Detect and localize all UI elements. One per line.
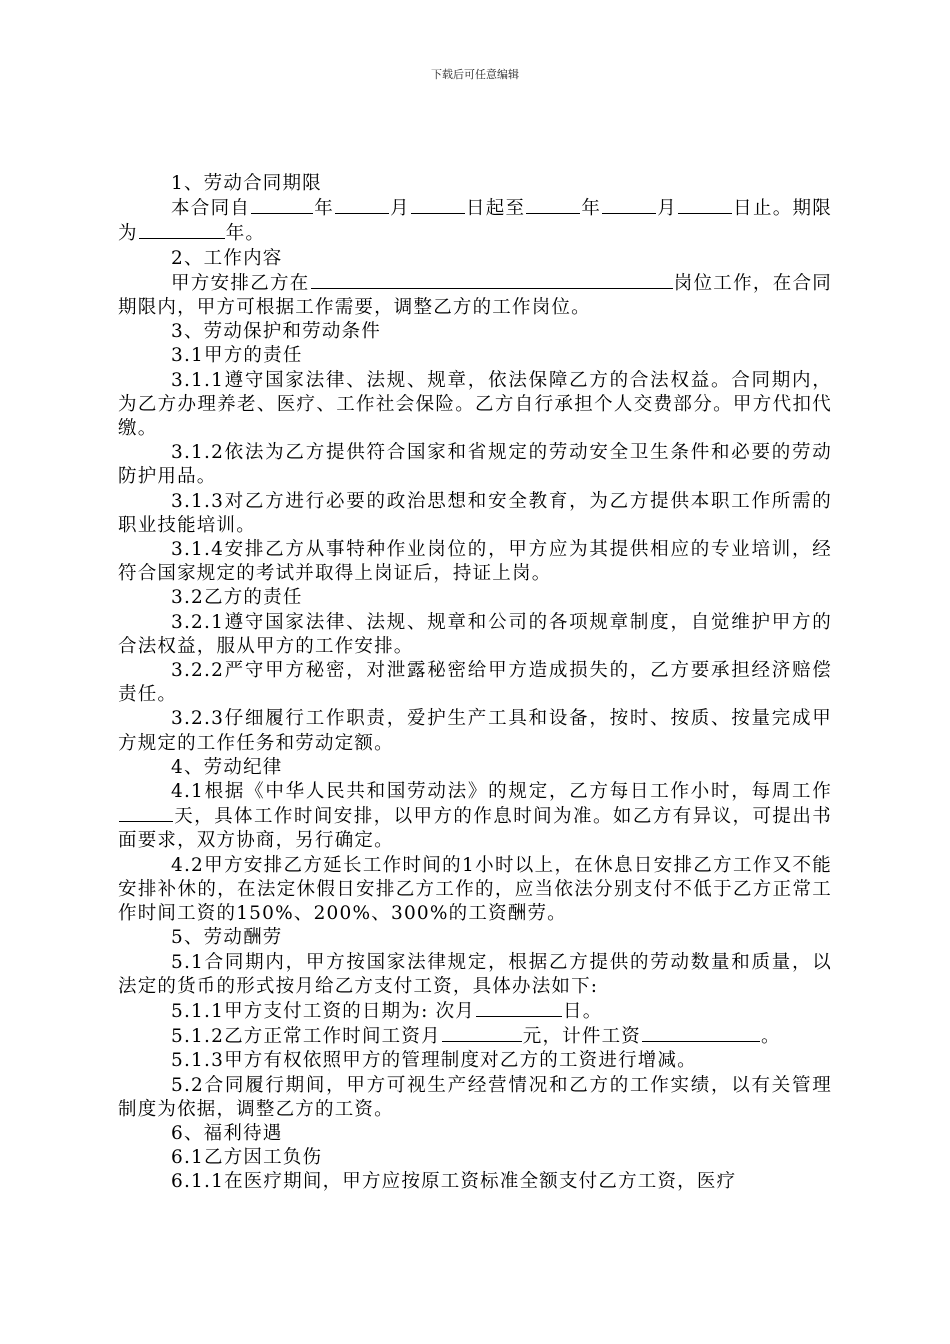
- pay-day-blank[interactable]: [476, 999, 562, 1017]
- end-year-blank[interactable]: [526, 196, 580, 214]
- monthly-wage-blank[interactable]: [442, 1024, 522, 1042]
- clause-6-1-title: 6.1乙方因工负伤: [171, 1147, 323, 1169]
- clause-4-1: 4.1根据《中华人民共和国劳动法》的规定，乙方每日工作小时，每周工作天，具体工作时间安排，以甲方的作息时间为准。如乙方有异议，可提出书面要求，双方协商，另行确定。: [118, 781, 832, 852]
- term-years-blank[interactable]: [139, 221, 225, 239]
- clause-5-1-3: 5.1.3甲方有权依照甲方的管理制度对乙方的工资进行增减。: [171, 1050, 697, 1072]
- clause-3-2-1: 3.2.1遵守国家法律、法规、规章和公司的各项规章制度，自觉维护甲方的合法权益，服从甲方的工作安排。: [118, 611, 832, 657]
- clause-3-2-3: 3.2.3仔细履行工作职责，爱护生产工具和设备，按时、按质、按量完成甲方规定的工作任务和劳动定额。: [118, 708, 832, 754]
- work-content-paragraph: 甲方安排乙方在 岗位工作，在合同期限内，甲方可根据工作需要，调整乙方的工作岗位。: [118, 272, 832, 319]
- end-day-blank[interactable]: [678, 196, 732, 214]
- clause-5-2: 5.2合同履行期间，甲方可视生产经营情况和乙方的工作实绩，以有关管理制度为依据，调整乙方的工资。: [118, 1074, 832, 1120]
- start-year-blank[interactable]: [251, 196, 313, 214]
- start-month-blank[interactable]: [335, 196, 389, 214]
- section-3-title: 3、劳动保护和劳动条件: [171, 321, 381, 343]
- piece-wage-blank[interactable]: [642, 1024, 760, 1042]
- work-days-blank[interactable]: [119, 804, 173, 822]
- clause-6-1-1: 6.1.1在医疗期间，甲方应按原工资标准全额支付乙方工资，医疗: [171, 1171, 737, 1193]
- section-4-title: 4、劳动纪律: [171, 756, 283, 778]
- page-header: 下载后可任意编辑: [431, 68, 519, 81]
- position-blank[interactable]: [311, 271, 673, 289]
- section-1-title: 1、劳动合同期限: [171, 173, 322, 194]
- clause-5-1: 5.1合同期内，甲方按国家法律规定，根据乙方提供的劳动数量和质量，以法定的货币的形式按月给乙方支付工资，具体办法如下:: [118, 951, 832, 997]
- clause-3-1-3: 3.1.3对乙方进行必要的政治思想和安全教育，为乙方提供本职工作所需的职业技能培训。: [118, 490, 832, 536]
- clause-3-2-title: 3.2乙方的责任: [171, 587, 303, 609]
- section-6-title: 6、福利待遇: [171, 1122, 283, 1144]
- clause-3-1-title: 3.1甲方的责任: [171, 345, 303, 367]
- clause-3-2-2: 3.2.2严守甲方秘密，对泄露秘密给甲方造成损失的，乙方要承担经济赔偿责任。: [118, 660, 832, 706]
- clause-4-2: 4.2甲方安排乙方延长工作时间的1小时以上，在休息日安排乙方工作又不能安排补休的，在法定休假日安排乙方工作的，应当依法分别支付不低于乙方正常工作时间工资的150%、200%、300%的工资酬劳。: [118, 854, 832, 925]
- clause-3-1-1: 3.1.1遵守国家法律、法规、规章，依法保障乙方的合法权益。合同期内，为乙方办理养老、医疗、工作社会保险。乙方自行承担个人交费部分。甲方代扣代缴。: [118, 369, 832, 440]
- clause-5-1-1: 5.1.1甲方支付工资的日期为: 次月 日。: [171, 1000, 603, 1022]
- contract-term-line: 本合同自 年 月 日起至 年 月 日止。期限为 年。: [118, 198, 832, 245]
- contract-body: [118, 172, 832, 1195]
- clause-3-1-4: 3.1.4安排乙方从事特种作业岗位的，甲方应为其提供相应的专业培训，经符合国家规定的考试并取得上岗证后，持证上岗。: [118, 539, 832, 585]
- start-day-blank[interactable]: [411, 196, 465, 214]
- clause-5-1-2: 5.1.2乙方正常工作时间工资月 元，计件工资 。: [171, 1026, 781, 1048]
- section-2-title: 2、工作内容: [171, 247, 283, 269]
- clause-3-1-2: 3.1.2依法为乙方提供符合国家和省规定的劳动安全卫生条件和必要的劳动防护用品。: [118, 442, 832, 488]
- end-month-blank[interactable]: [602, 196, 656, 214]
- section-5-title: 5、劳动酬劳: [171, 927, 283, 949]
